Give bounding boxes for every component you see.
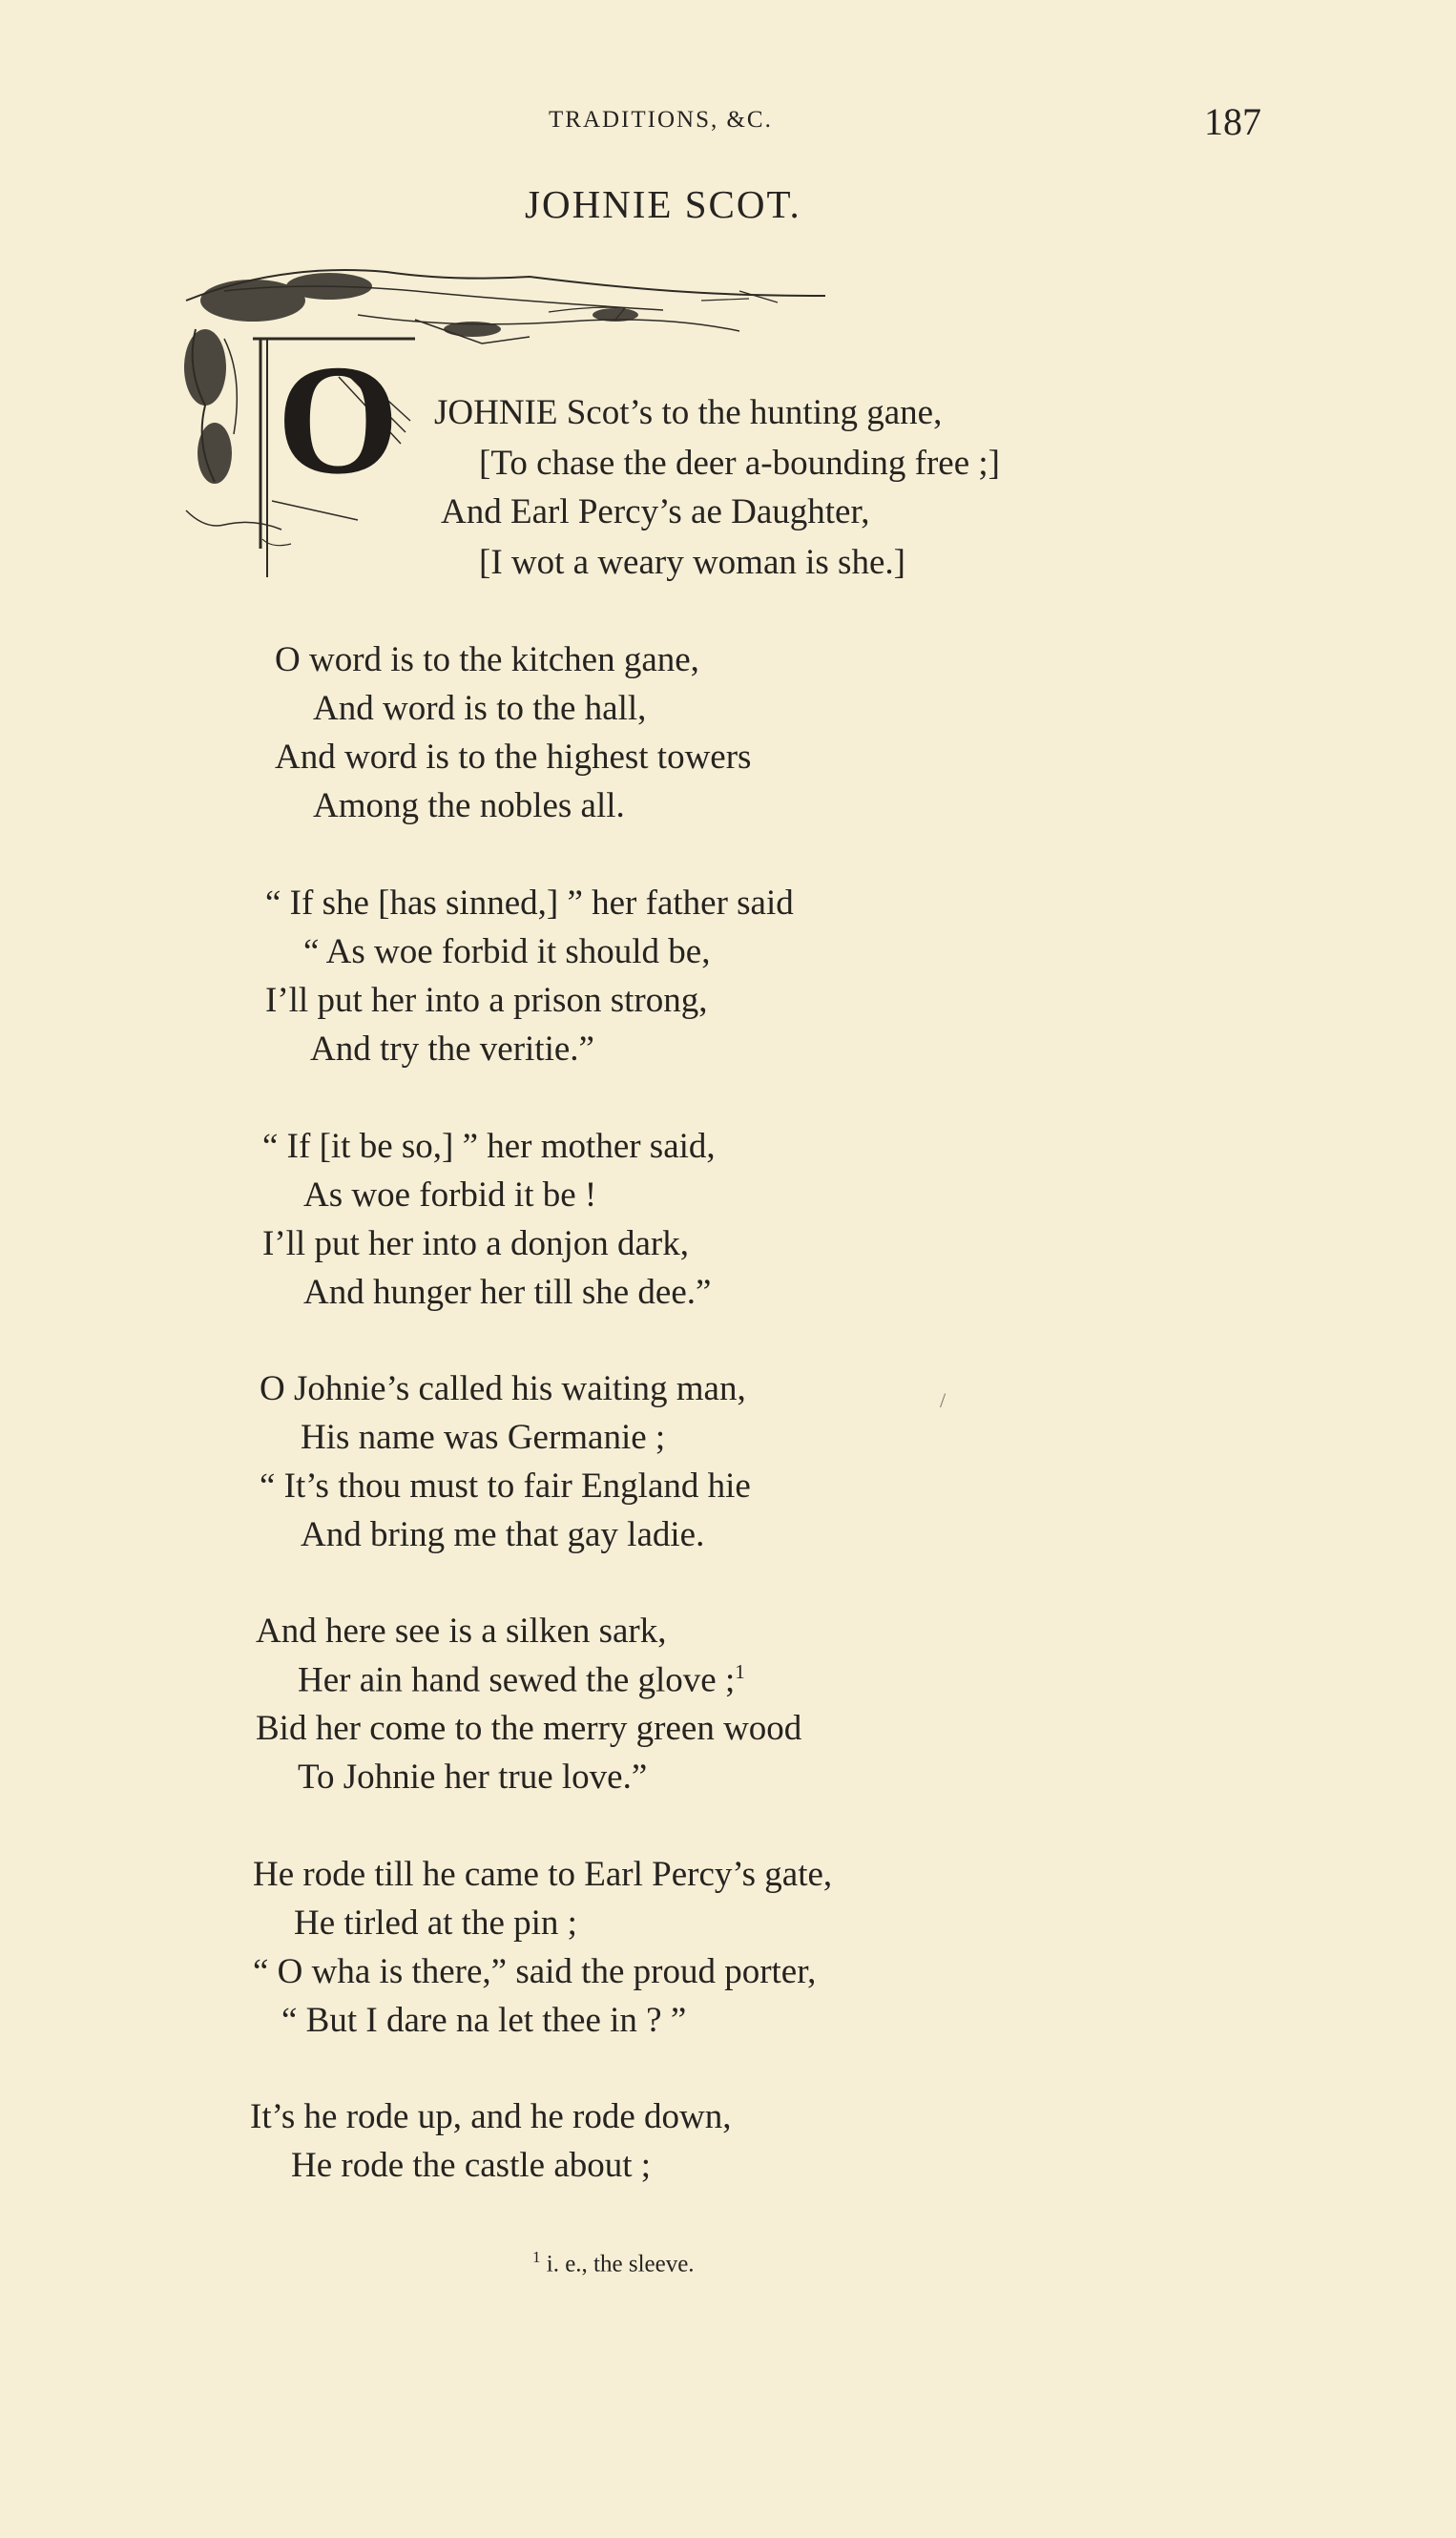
stanza-3-line-2: “ As woe forbid it should be, <box>303 932 711 971</box>
stanza-2-line-3: And word is to the highest towers <box>275 738 752 777</box>
stanza-7-line-3: “ O wha is there,” said the proud porter, <box>253 1952 817 1991</box>
stanza-5-line-1: O Johnie’s called his waiting man, <box>260 1369 746 1408</box>
stanza-6-line-3: Bid her come to the merry green wood <box>256 1709 802 1748</box>
stanza-2-line-2: And word is to the hall, <box>313 689 647 728</box>
stanza-7-line-2: He tirled at the pin ; <box>294 1904 577 1943</box>
stanza-8-line-1: It’s he rode up, and he rode down, <box>250 2097 732 2136</box>
stanza-3-line-1: “ If she [has sinned,] ” her father said <box>265 884 794 923</box>
stanza-4-line-4: And hunger her till she dee.” <box>303 1273 712 1312</box>
stanza-4-line-1: “ If [it be so,] ” her mother said, <box>262 1127 716 1166</box>
stanza-1-line-1: JOHNIE Scot’s to the hunting gane, <box>434 393 943 432</box>
stanza-2-line-1: O word is to the kitchen gane, <box>275 640 699 679</box>
footnote-text: i. e., the sleeve. <box>546 2251 695 2278</box>
stanza-7-line-4: “ But I dare na let thee in ? ” <box>281 2001 687 2040</box>
stray-mark: / <box>940 1388 946 1412</box>
drop-cap: O <box>277 332 400 507</box>
stanza-7-line-1: He rode till he came to Earl Percy’s gate, <box>253 1855 833 1894</box>
stanza-6-line-2-text: Her ain hand sewed the glove ; <box>298 1660 736 1700</box>
poem-title: JOHNIE SCOT. <box>525 182 801 226</box>
footnote-reference: 1 <box>735 1660 745 1683</box>
stanza-8-line-2: He rode the castle about ; <box>291 2146 652 2185</box>
stanza-6-line-2 <box>298 1660 745 1700</box>
stanza-5-line-3: “ It’s thou must to fair England hie <box>260 1467 751 1506</box>
stanza-3-line-3: I’ll put her into a prison strong, <box>265 981 708 1020</box>
stanza-1-line-2: [To chase the deer a-bounding free ;] <box>479 444 1000 483</box>
stanza-3-line-4: And try the veritie.” <box>310 1030 594 1069</box>
stanza-5-line-2: His name was Germanie ; <box>301 1418 666 1457</box>
stanza-4-line-3: I’ll put her into a donjon dark, <box>262 1224 689 1263</box>
stanza-4-line-2: As woe forbid it be ! <box>303 1175 597 1215</box>
stanza-6-line-1: And here see is a silken sark, <box>256 1612 667 1651</box>
stanza-1-line-3: And Earl Percy’s ae Daughter, <box>441 492 870 531</box>
footnote <box>532 2248 695 2278</box>
page-number: 187 <box>1204 100 1261 143</box>
stanza-1-line-4: [I wot a weary woman is she.] <box>479 543 905 582</box>
running-head: TRADITIONS, &C. <box>549 107 773 133</box>
stanza-5-line-4: And bring me that gay ladie. <box>301 1515 705 1554</box>
stanza-2-line-4: Among the nobles all. <box>313 786 625 825</box>
stanza-6-line-4: To Johnie her true love.” <box>298 1758 648 1797</box>
footnote-marker: 1 <box>532 2248 541 2266</box>
